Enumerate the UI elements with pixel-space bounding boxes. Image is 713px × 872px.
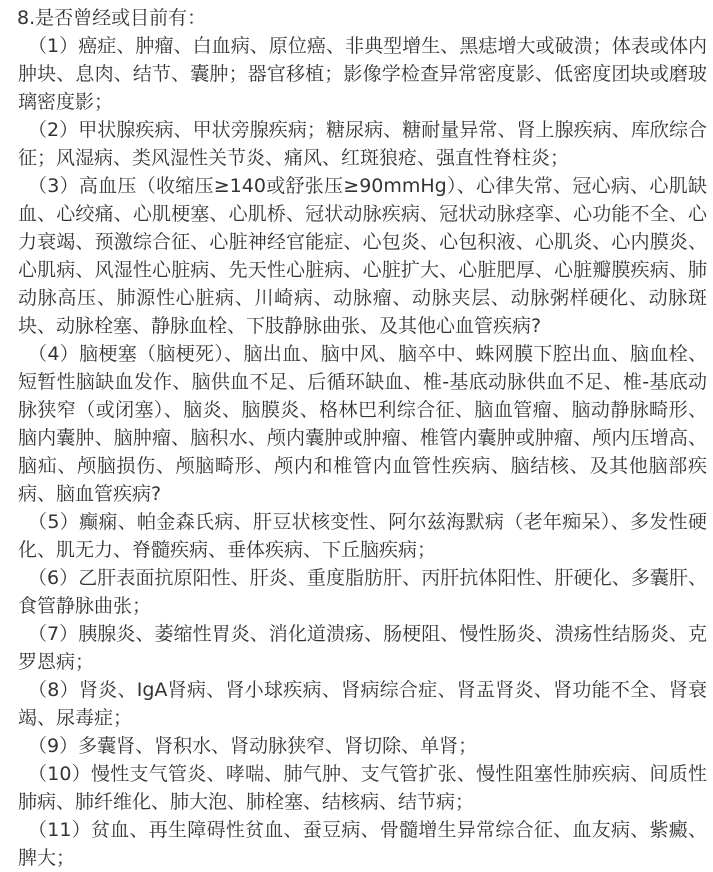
condition-item-9: （9）多囊肾、肾积水、肾动脉狭窄、肾切除、单肾； — [28, 735, 478, 757]
condition-item-1: （1）癌症、肿瘤、白血病、原位癌、非典型增生、黑痣增大或破溃；体表或体内肿块、息肉、结节、囊肿；器官移植；影像学检查异常密度影、低密度团块或磨玻璃密度影； — [18, 35, 707, 113]
question-title: 8.是否曾经或目前有： — [17, 7, 207, 29]
condition-item-10: （10）慢性支气管炎、哮喘、肺气肿、支气管扩张、慢性阻塞性肺疾病、间质性肺病、肺纤维化、肺大泡、肺栓塞、结核病、结节病； — [18, 763, 707, 813]
condition-item-3: （3）高血压（收缩压≥140或舒张压≥90mmHg）、心律失常、冠心病、心肌缺血、心绞痛、心肌梗塞、心肌桥、冠状动脉疾病、冠状动脉痉挛、心功能不全、心力衰竭、预激综合征、心脏神经官能症、心包炎、心包积液、心肌炎、心内膜炎、心肌病、风湿性心脏病、先天性心脏病、心脏扩大、心脏肥厚、心脏瓣膜疾病、肺动脉高压、肺源性心脏病、川崎病、动脉瘤、动脉夹层、动脉粥样硬化、动脉斑块、动脉栓塞、静脉血栓、下肢静脉曲张、及其他心血管疾病? — [18, 175, 707, 337]
condition-item-7: （7）胰腺炎、萎缩性胃炎、消化道溃疡、肠梗阻、慢性肠炎、溃疡性结肠炎、克罗恩病； — [18, 623, 707, 673]
condition-item-4: （4）脑梗塞（脑梗死）、脑出血、脑中风、脑卒中、蛛网膜下腔出血、脑血栓、短暂性脑缺血发作、脑供血不足、后循环缺血、椎-基底动脉供血不足、椎-基底动脉狭窄（或闭塞）、脑炎、脑膜炎、格林巴利综合征、脑血管瘤、脑动静脉畸形、脑内囊肿、脑肿瘤、脑积水、颅内囊肿或肿瘤、椎管内囊肿或肿瘤、颅内压增高、脑疝、颅脑损伤、颅脑畸形、颅内和椎管内血管性疾病、脑结核、及其他脑部疾病、脑血管疾病? — [18, 343, 707, 505]
condition-item-6: （6）乙肝表面抗原阳性、肝炎、重度脂肪肝、丙肝抗体阳性、肝硬化、多囊肝、食管静脉曲张； — [18, 567, 707, 617]
condition-item-8: （8）肾炎、IgA肾病、肾小球疾病、肾病综合症、肾盂肾炎、肾功能不全、肾衰竭、尿毒症； — [18, 679, 707, 729]
condition-item-5: （5）癫痫、帕金森氏病、肝豆状核变性、阿尔兹海默病（老年痴呆）、多发性硬化、肌无力、脊髓疾病、垂体疾病、下丘脑疾病； — [18, 511, 707, 561]
condition-list — [18, 32, 707, 872]
condition-item-11: （11）贫血、再生障碍性贫血、蚕豆病、骨髓增生异常综合征、血友病、紫癜、脾大； — [18, 819, 707, 869]
condition-item-2: （2）甲状腺疾病、甲状旁腺疾病；糖尿病、糖耐量异常、肾上腺疾病、库欣综合征；风湿病、类风湿性关节炎、痛风、红斑狼疮、强直性脊柱炎； — [18, 119, 707, 169]
